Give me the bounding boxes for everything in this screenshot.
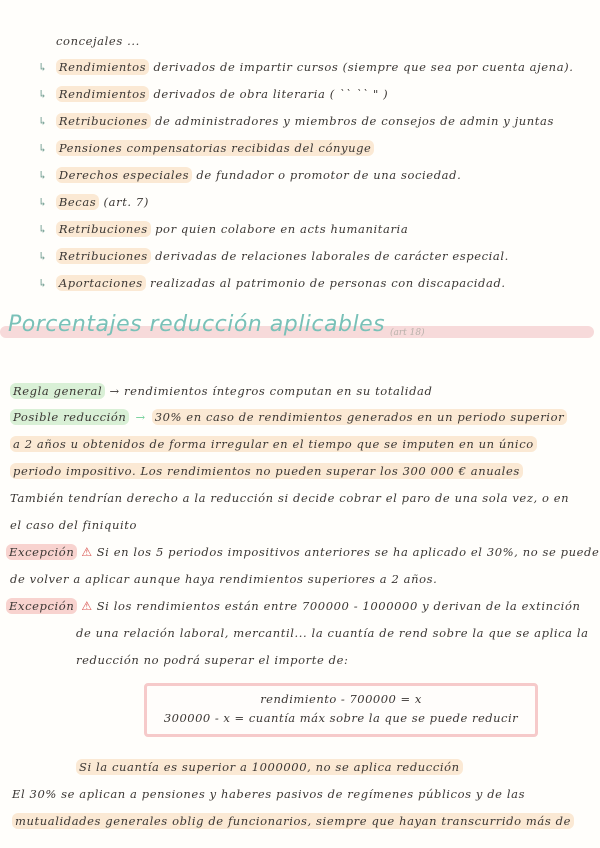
final-line-1: Si la cuantía es superior a 1000000, no se aplica reducción: [76, 760, 463, 774]
list-item: ↳ Rendimientos derivados de impartir cursos (siempre que sea por cuenta ajena).: [38, 60, 574, 74]
arrow-icon: ↳: [38, 115, 48, 128]
final-line-3: mutualidades generales oblig de funcionarios, siempre que hayan transcurrido más de: [12, 814, 574, 828]
arrow-icon: ↳: [38, 250, 48, 263]
warning-icon: ⚠: [81, 599, 93, 613]
list-item: ↳ Aportaciones realizadas al patrimonio de personas con discapacidad.: [38, 276, 506, 290]
arrow-icon: ↳: [38, 142, 48, 155]
posible-reduccion-line: Posible reducción → 30% en caso de rendimientos generados en un periodo superior: [10, 410, 567, 424]
arrow-right-icon: →: [135, 410, 146, 424]
formula-box: [144, 683, 538, 737]
final-line-2: El 30% se aplican a pensiones y haberes pasivos de regímenes públicos y de las: [12, 787, 526, 801]
excepcion-2-line-3: reducción no podrá superar el importe de:: [76, 653, 349, 667]
posible-reduccion-line-3: periodo impositivo. Los rendimientos no pueden superar los 300 000 € anuales: [10, 464, 523, 478]
excepcion-2-line: Excepción ⚠ Si los rendimientos están entre 700000 - 1000000 y derivan de la extinción: [6, 599, 581, 613]
arrow-icon: ↳: [38, 88, 48, 101]
list-item: ↳ Retribuciones de administradores y miembros de consejos de admin y juntas: [38, 114, 554, 128]
arrow-icon: ↳: [38, 223, 48, 236]
excepcion-2-line-2: de una relación laboral, mercantil... la cuantía de rend sobre la que se aplica la: [76, 626, 589, 640]
list-item: ↳ Becas (art. 7): [38, 195, 149, 209]
list-item: ↳ Derechos especiales de fundador o promotor de una sociedad.: [38, 168, 462, 182]
heading-article-ref: (art 18): [390, 328, 425, 338]
arrow-icon: ↳: [38, 61, 48, 74]
excepcion-1-line: Excepción ⚠ Si en los 5 periodos impositivos anteriores se ha aplicado el 30%, no se puede: [6, 545, 599, 559]
arrow-icon: ↳: [38, 169, 48, 182]
section-heading: Porcentajes reducción aplicables: [8, 312, 386, 337]
list-item: ↳ Rendimientos derivados de obra literaria ( `` `` " ): [38, 87, 389, 101]
intro-text: concejales ...: [56, 34, 140, 48]
warning-icon: ⚠: [81, 545, 93, 559]
list-item: ↳ Pensiones compensatorias recibidas del cónyuge: [38, 141, 374, 155]
list-item: ↳ Retribuciones por quien colabore en acts humanitaria: [38, 222, 409, 236]
arrow-icon: ↳: [38, 277, 48, 290]
arrow-icon: ↳: [38, 196, 48, 209]
formula-line-2: 300000 - x = cuantía máx sobre la que se puede reducir: [163, 711, 519, 725]
formula-line-1: rendimiento - 700000 = x: [260, 692, 422, 706]
posible-reduccion-line-2: a 2 años u obtenidos de forma irregular en el tiempo que se imputen en un único: [10, 437, 537, 451]
tambien-line-2: el caso del finiquito: [10, 518, 138, 532]
regla-general-line: Regla general → rendimientos íntegros computan en su totalidad: [10, 384, 432, 398]
excepcion-1-line-2: de volver a aplicar aunque haya rendimientos superiores a 2 años.: [10, 572, 438, 586]
list-item: ↳ Retribuciones derivadas de relaciones laborales de carácter especial.: [38, 249, 509, 263]
tambien-line-1: También tendrían derecho a la reducción si decide cobrar el paro de una sola vez, o en: [10, 491, 570, 505]
